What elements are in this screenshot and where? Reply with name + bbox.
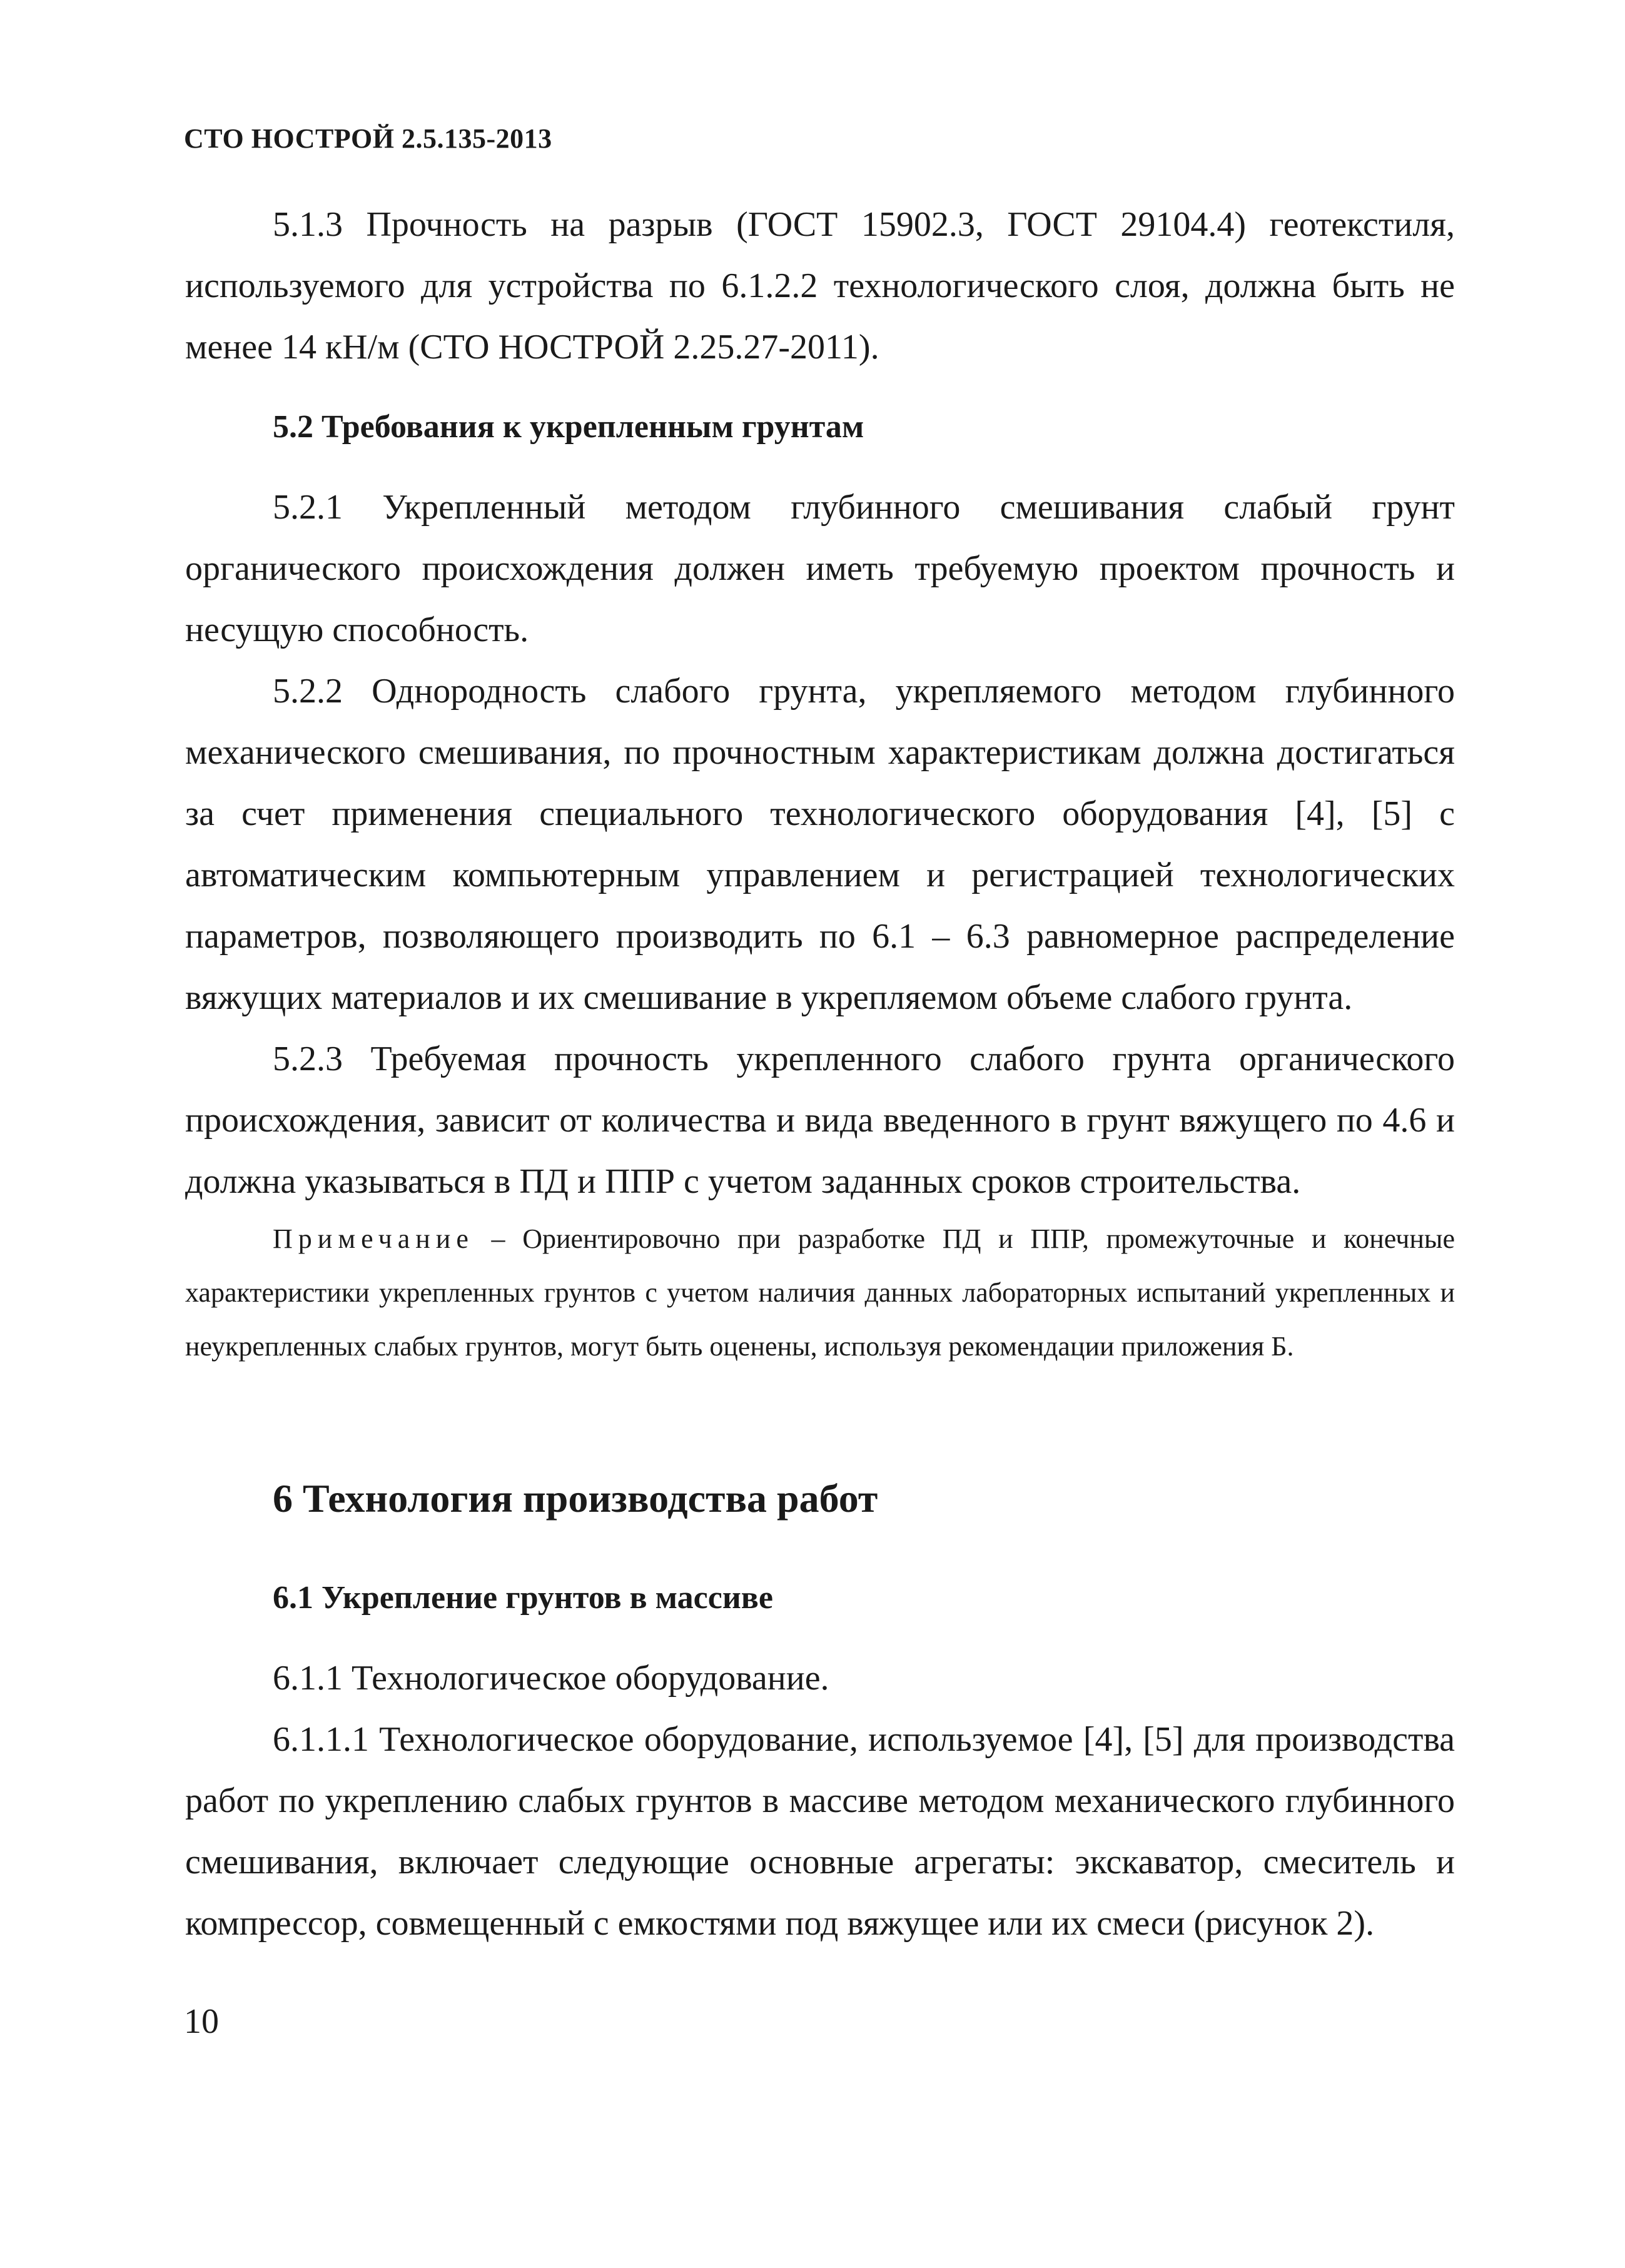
- paragraph-6-1-1: 6.1.1 Технологическое оборудование.: [273, 1659, 829, 1698]
- spacer: [185, 1530, 1455, 1567]
- heading-6-1: 6.1 Укрепление грунтов в массиве: [273, 1580, 773, 1616]
- spacer: [185, 1374, 1455, 1467]
- heading-5-2: 5.2 Требования к укрепленным грунтам: [273, 409, 864, 445]
- paragraph-5-2-1: 5.2.1 Укрепленный методом глубинного смешивания слабый грунт органического происхождения должен иметь требуемую проектом прочность и несущую способность.: [185, 488, 1455, 649]
- page-number: 10: [184, 2002, 219, 2041]
- note-label: Примечание: [273, 1223, 474, 1254]
- paragraph-5-2-2: 5.2.2 Однородность слабого грунта, укрепляемого методом глубинного механического смешивания, по прочностным характеристикам должна достигаться за счет применения специального технологического оборудования [4], [5] с автоматическим компьютерным управлением и регистрацией технологических параметров, позволяющего производить по 6.1 – 6.3 равномерное распределение вяжущих материалов и их смешивание в укрепляемом объеме слабого грунта.: [185, 672, 1455, 1017]
- heading-6: 6 Технология производства работ: [273, 1476, 878, 1521]
- paragraph-5-1-3: 5.1.3 Прочность на разрыв (ГОСТ 15902.3, ГОСТ 29104.4) геотекстиля, используемого для устройства по 6.1.2.2 технологического слоя, должна быть не менее 14 кН/м (СТО НОСТРОЙ 2.25.27-2011).: [185, 205, 1455, 367]
- paragraph-5-2-3: 5.2.3 Требуемая прочность укрепленного слабого грунта органического происхождения, зависит от количества и вида введенного в грунт вяжущего по 4.6 и должна указываться в ПД и ППР с учетом заданных сроков строительства.: [185, 1040, 1455, 1201]
- page-content: [185, 194, 1455, 1954]
- paragraph-6-1-1-1: 6.1.1.1 Технологическое оборудование, используемое [4], [5] для производства работ по укреплению слабых грунтов в массиве методом механического глубинного смешивания, включает следующие основные агрегаты: экскаватор, смеситель и компрессор, совмещенный с емкостями под вяжущее или их смеси (рисунок 2).: [185, 1720, 1455, 1943]
- note-text: – Ориентировочно при разработке ПД и ППР, промежуточные и конечные характеристики укрепленных грунтов с учетом наличия данных лабораторных испытаний укрепленных и неукрепленных слабых грунтов, могут быть оценены, используя рекомендации приложения Б.: [185, 1223, 1455, 1362]
- note-paragraph: [185, 1212, 1455, 1374]
- spacer: [185, 378, 1455, 397]
- document-header: СТО НОСТРОЙ 2.5.135-2013: [184, 123, 552, 154]
